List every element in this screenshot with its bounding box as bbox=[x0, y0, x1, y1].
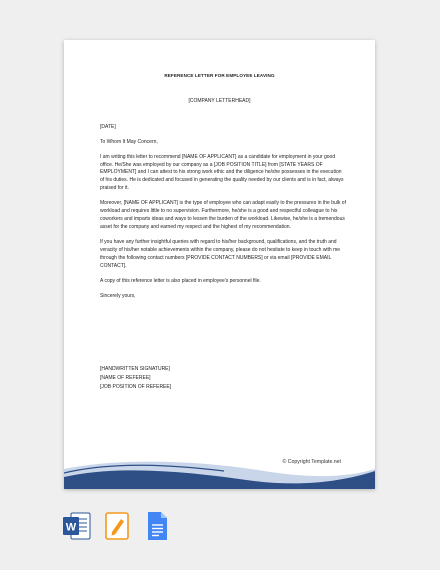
signature-line: [HANDWRITTEN SIGNATURE] bbox=[100, 366, 170, 372]
document-page bbox=[64, 40, 375, 489]
letter-paragraph: A copy of this reference letter is also placed in employee's personnel file. bbox=[100, 277, 261, 284]
pages-icon[interactable] bbox=[102, 510, 132, 542]
company-letterhead: [COMPANY LETTERHEAD] bbox=[188, 98, 251, 104]
letter-closing: Sincerely yours, bbox=[100, 293, 136, 300]
letter-salutation: To Whom It May Concern, bbox=[100, 139, 158, 146]
signature-block bbox=[100, 365, 171, 391]
file-format-icons bbox=[62, 510, 172, 542]
document-title: REFERENCE LETTER FOR EMPLOYEE LEAVING bbox=[164, 73, 275, 78]
copyright-notice: © Copyright Template.net bbox=[282, 459, 341, 465]
referee-name: [NAME OF REFEREE] bbox=[100, 374, 151, 381]
google-docs-icon[interactable] bbox=[142, 510, 172, 542]
letter-body bbox=[100, 124, 346, 309]
word-icon[interactable] bbox=[62, 510, 92, 542]
letter-paragraph: If you have any further insightful queries with regard to his/her background, qualifications, and the truth and veracity of his/her notable achievements within the company, please do not hesitate to keep in touch with me through the following contact numbers [PROVIDE CONTACT NUMBERS] or via email [PROVIDE EMAIL CONTACT]. bbox=[100, 239, 341, 269]
referee-position: [JOB POSITION OF REFEREE] bbox=[100, 383, 172, 390]
letter-paragraph: I am writing this letter to recommend [NAME OF APPLICANT] as a candidate for employment in your good office. He/She was employed by our company as a [JOB POSITION TITLE] from [STATE YEARS OF EMPLOYMENT] and I can attest to his strong work ethic and the diligence he/she possesses in the execution of his duties. He is dedicated and focused in generating the quality needed by our clients and is in fact, always praised for it. bbox=[100, 153, 344, 191]
letter-paragraph: Moreover, [NAME OF APPLICANT] is the type of employee who can adapt easily to the pressures in the bulk of workload and requires little to no supervision. Furthermore, he/she is a good and respectful colleague to his coworkers and imparts ideas and ways to lessen the burden of the workload. Likewise, he/she is a tremendous asset for the company and earned my respect and the highest of my recommendation. bbox=[100, 200, 346, 230]
word-icon-letter: W bbox=[65, 521, 77, 534]
letter-date: [DATE] bbox=[100, 124, 116, 130]
footer-wave-decoration bbox=[64, 449, 375, 489]
